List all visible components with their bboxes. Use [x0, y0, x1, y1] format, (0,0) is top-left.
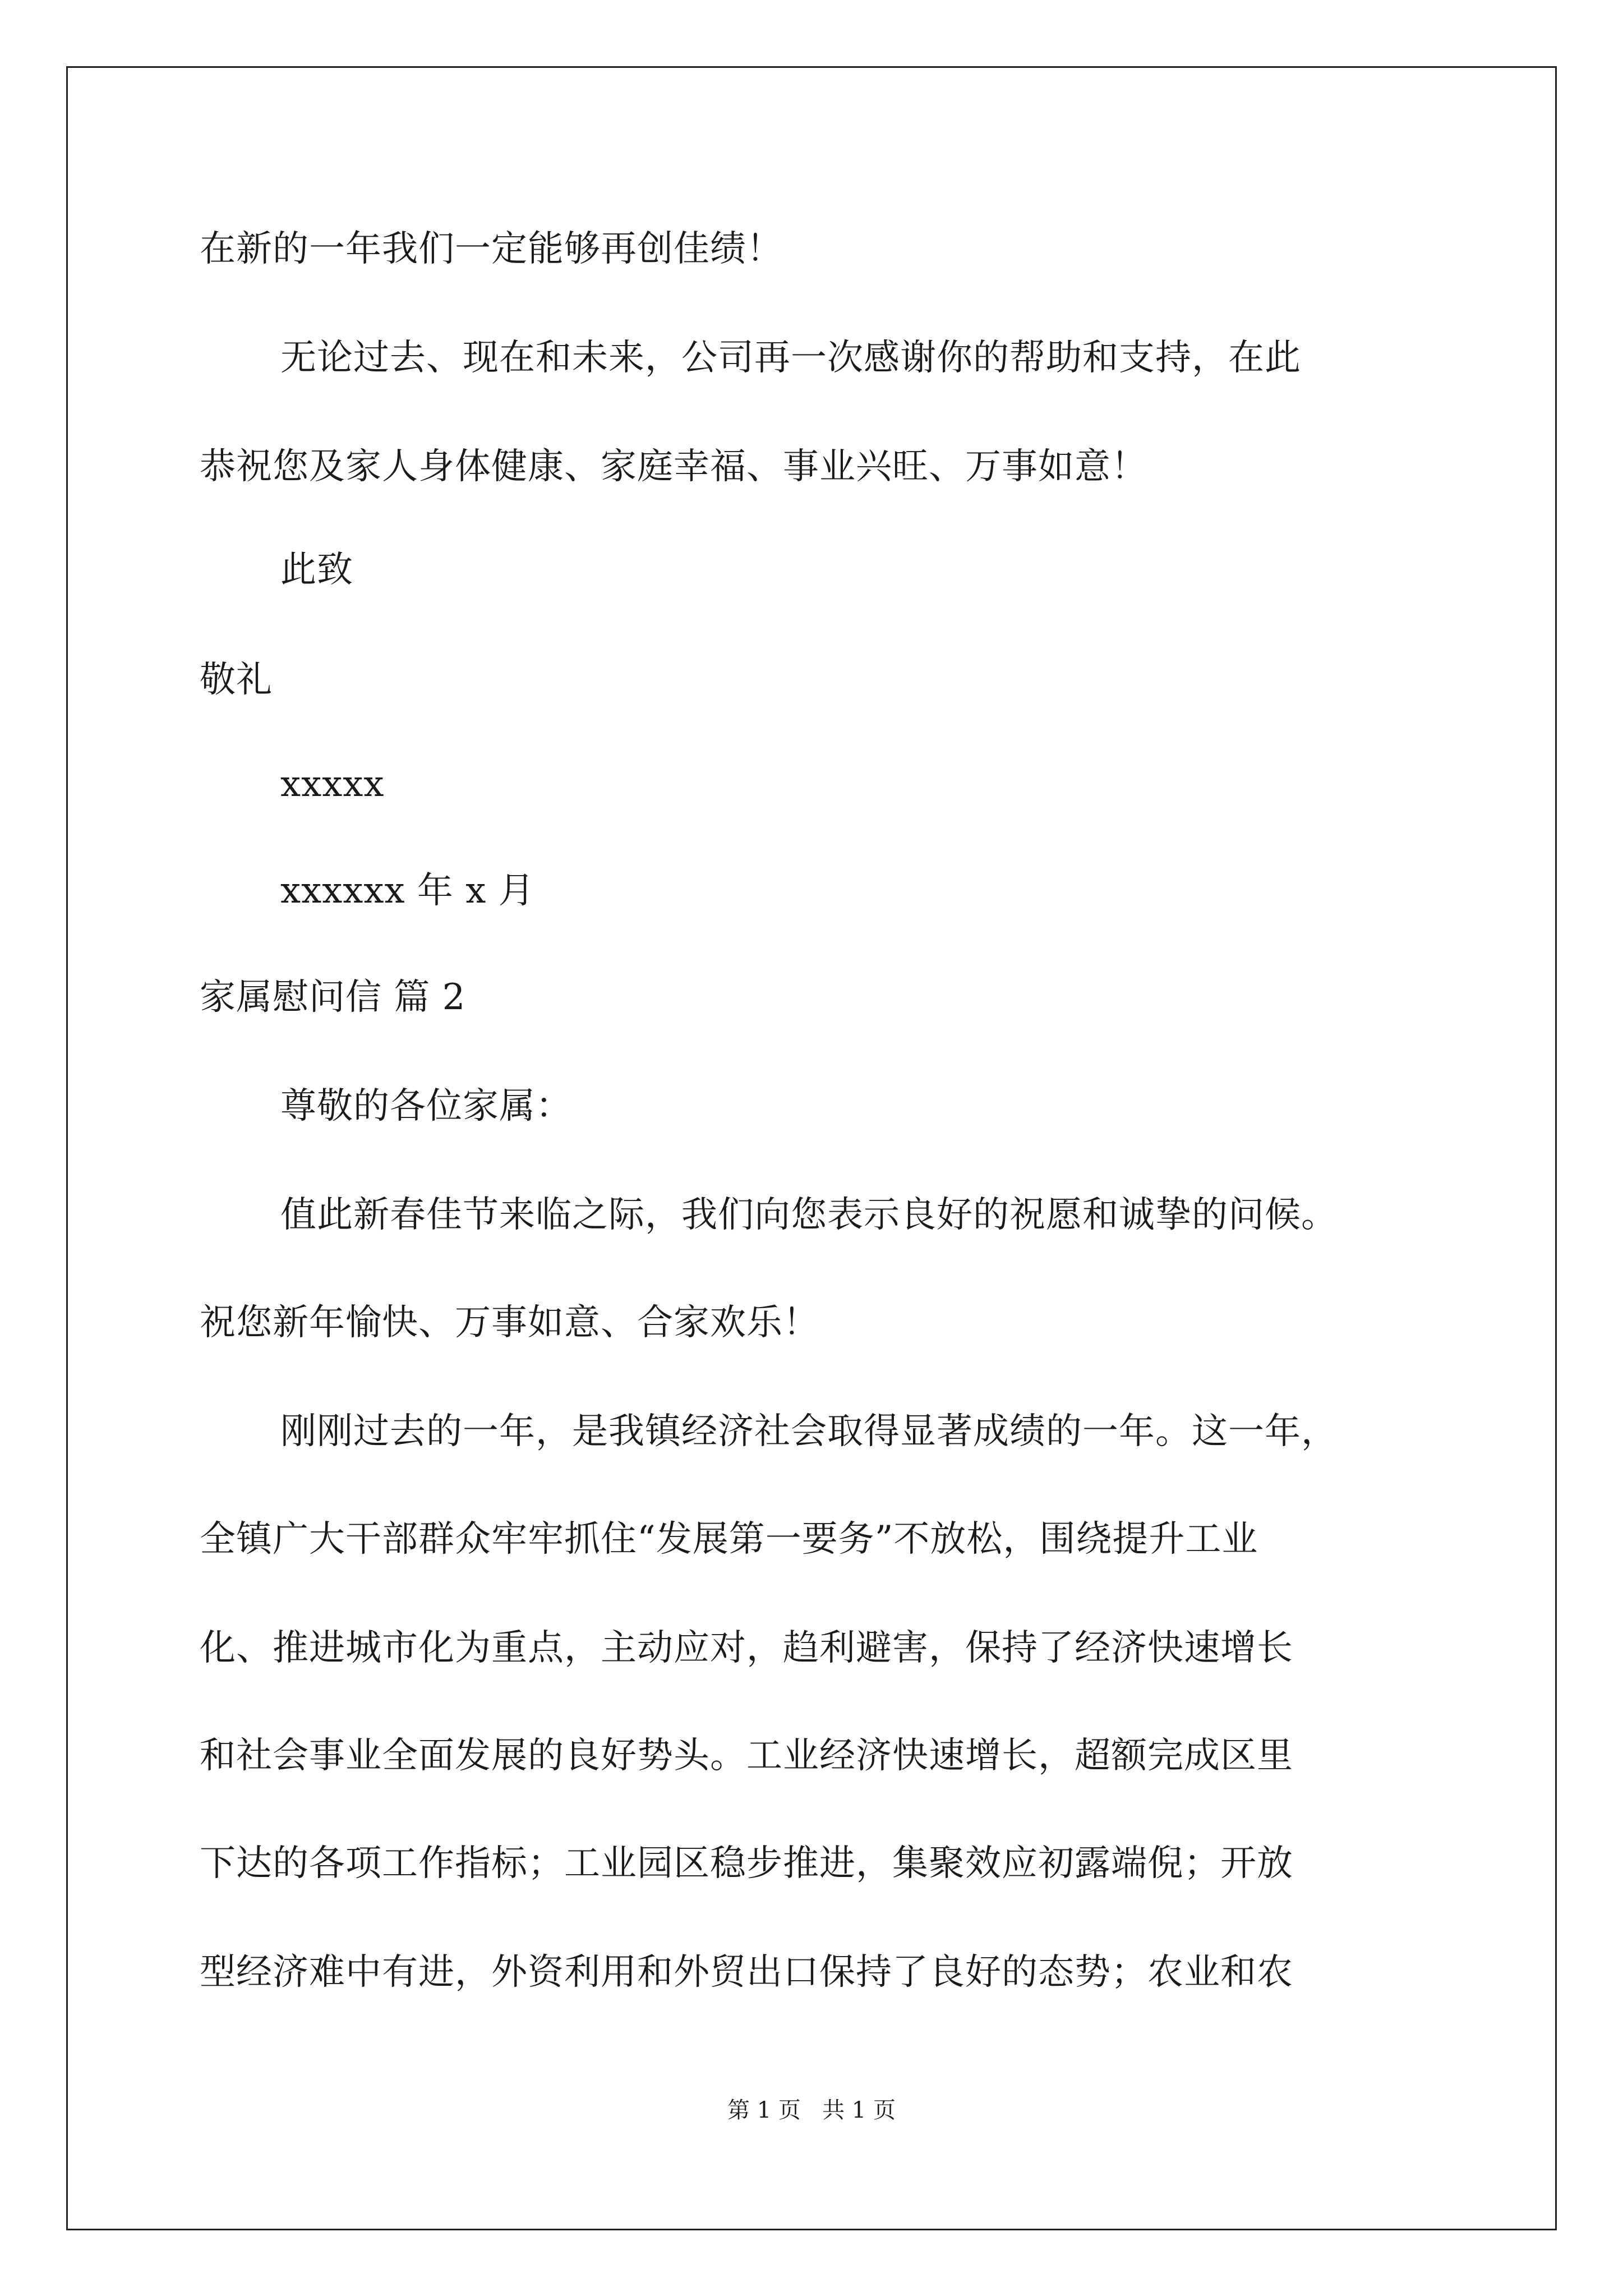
body-line-11: 祝您新年愉快、万事如意、合家欢乐！	[200, 1302, 819, 1343]
body-line-15: 和社会事业全面发展的良好势头。工业经济快速增长，超额完成区里	[200, 1735, 1293, 1777]
body-line-1: 在新的一年我们一定能够再创佳绩！	[200, 228, 783, 270]
section-title: 家属慰问信 篇 2	[200, 977, 466, 1018]
signature-name: xxxxx	[280, 763, 385, 805]
closing-jing-li: 敬礼	[200, 659, 273, 701]
body-line-12: 刚刚过去的一年，是我镇经济社会取得显著成绩的一年。这一年，	[280, 1411, 1338, 1452]
body-line-13: 全镇广大干部群众牢牢抓住“发展第一要务”不放松，围绕提升工业	[200, 1519, 1258, 1560]
body-line-10: 值此新春佳节来临之际，我们向您表示良好的祝愿和诚挚的问候。	[280, 1194, 1338, 1236]
page-footer: 第 1 页 共 1 页	[727, 2097, 896, 2123]
body-line-2: 无论过去、现在和未来，公司再一次感谢你的帮助和支持，在此	[280, 337, 1301, 379]
page-border	[66, 66, 1557, 2230]
body-line-3: 恭祝您及家人身体健康、家庭幸福、事业兴旺、万事如意！	[200, 446, 1147, 487]
body-line-16: 下达的各项工作指标；工业园区稳步推进，集聚效应初露端倪；开放	[200, 1843, 1293, 1884]
closing-ci-zhi: 此致	[280, 549, 353, 591]
body-line-17: 型经济难中有进，外资利用和外贸出口保持了良好的态势；农业和农	[200, 1952, 1293, 1993]
salutation: 尊敬的各位家属：	[280, 1085, 572, 1127]
body-line-14: 化、推进城市化为重点，主动应对，趋利避害，保持了经济快速增长	[200, 1627, 1293, 1669]
signature-date: xxxxxx 年 x 月	[280, 870, 535, 912]
